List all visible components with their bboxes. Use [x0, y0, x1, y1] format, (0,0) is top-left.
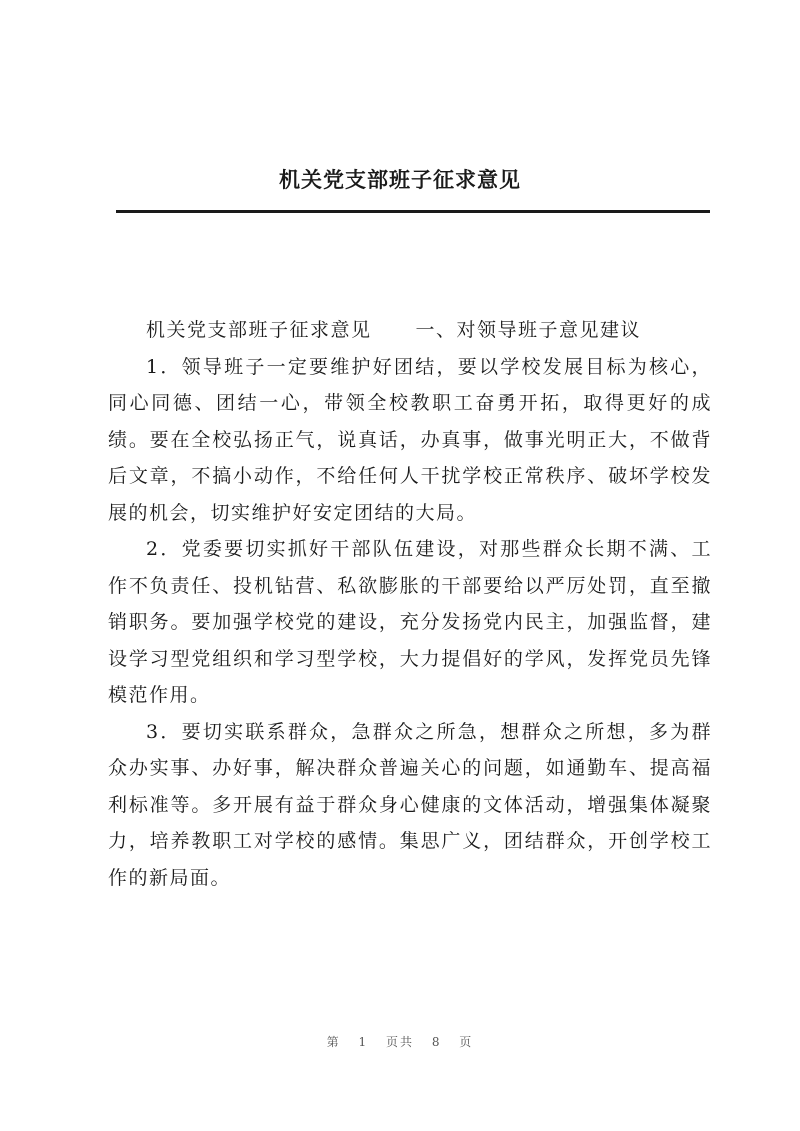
paragraph-1: 1．领导班子一定要维护好团结，要以学校发展目标为核心，同心同德、团结一心，带领全校教职工奋勇开拓，取得更好的成绩。要在全校弘扬正气，说真话，办真事，做事光明正大，不做背后文章，不搞小动作，不给任何人干扰学校正常秩序、破坏学校发展的机会，切实维护好安定团结的大局。	[108, 355, 712, 524]
intro-title: 机关党支部班子征求意见	[146, 319, 372, 341]
footer-total-pages: 8	[431, 1035, 442, 1049]
document-body	[108, 312, 712, 896]
footer-prefix: 第	[326, 1035, 341, 1049]
page-footer	[0, 1033, 800, 1050]
paragraph-2: 2．党委要切实抓好干部队伍建设，对那些群众长期不满、工作不负责任、投机钻营、私欲膨胀的干部要给以严厉处罚，直至撤销职务。要加强学校党的建设，充分发扬党内民主，加强监督，建设学习型党组织和学习型学校，大力提倡好的学风，发挥党员先锋模范作用。	[108, 538, 712, 706]
section-heading: 一、对领导班子意见建议	[415, 319, 642, 341]
footer-middle: 页共	[385, 1035, 414, 1049]
title-divider	[116, 210, 710, 213]
page-title: 机关党支部班子征求意见	[279, 167, 521, 192]
paragraph-3: 3．要切实联系群众，急群众之所急，想群众之所想，多为群众办实事、办好事，解决群众普遍关心的问题，如通勤车、提高福利标准等。多开展有益于群众身心健康的文体活动，增强集体凝聚力，培养教职工对学校的感情。集思广义，团结群众，开创学校工作的新局面。	[108, 720, 712, 889]
footer-suffix: 页	[459, 1035, 474, 1049]
intro-line	[108, 312, 712, 349]
footer-current-page: 1	[358, 1035, 369, 1049]
